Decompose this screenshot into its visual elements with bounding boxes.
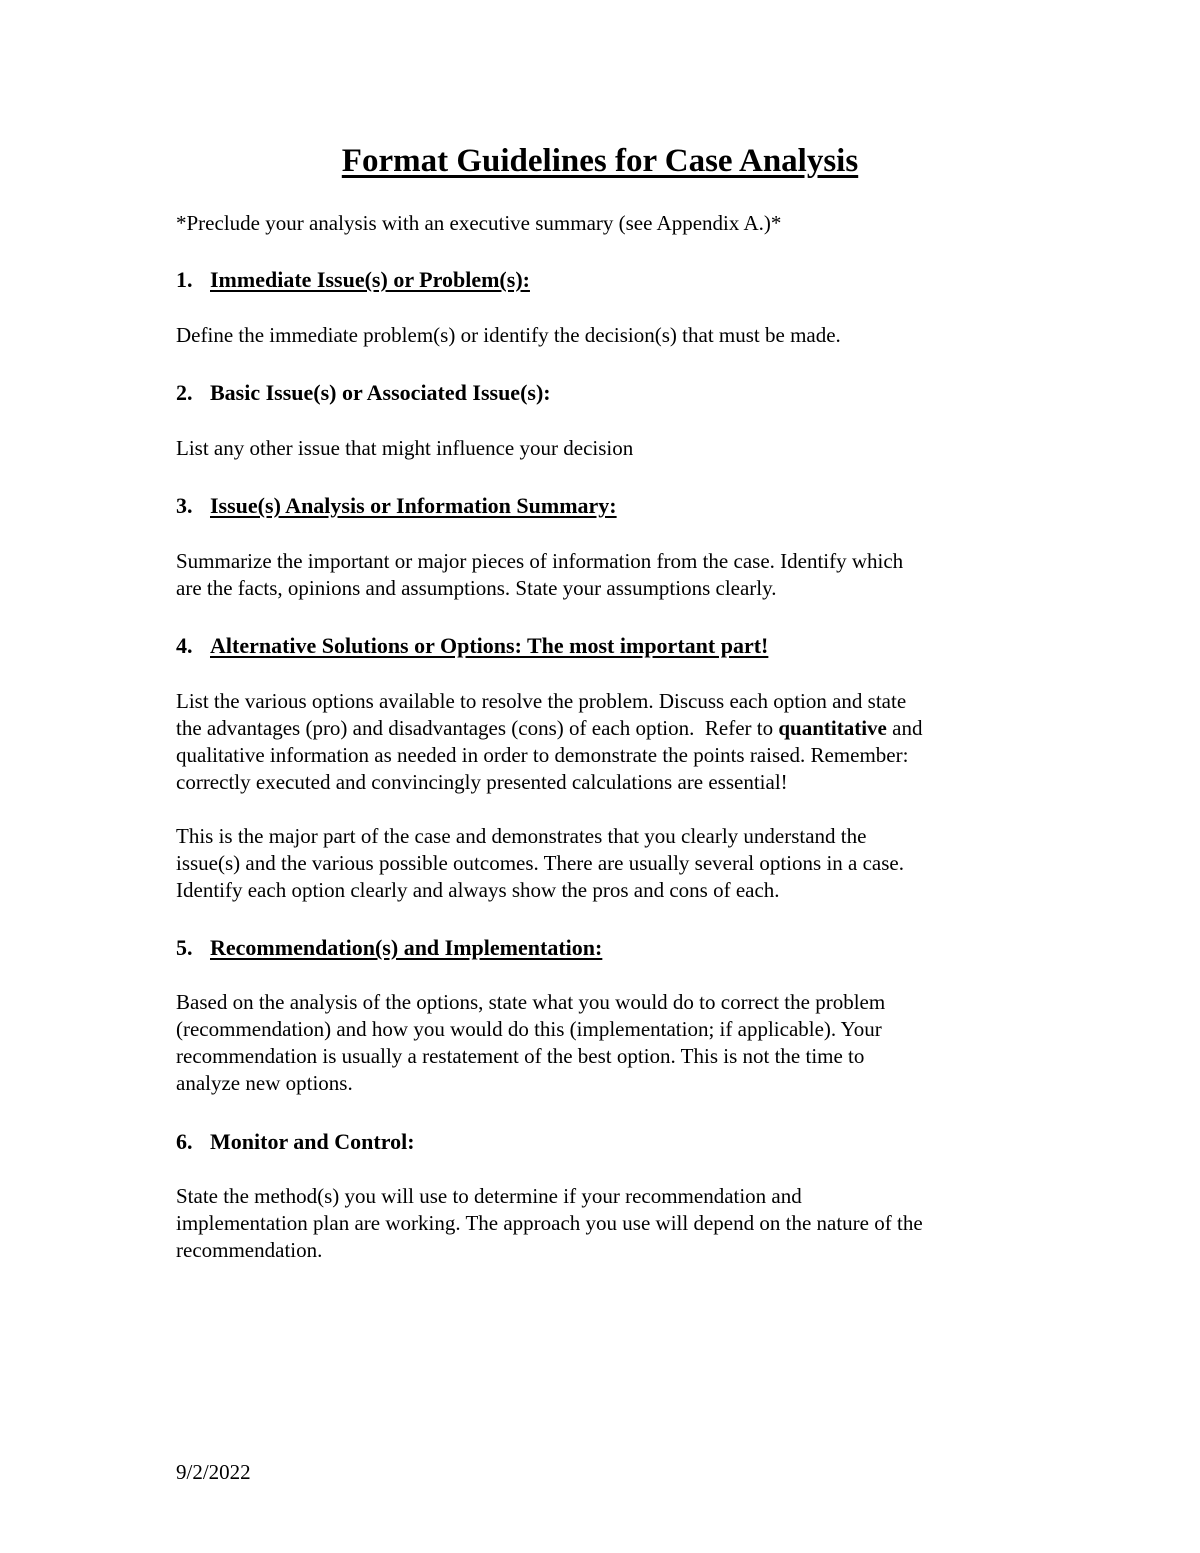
- section-4-body-2: [176, 823, 1036, 904]
- section-number: 4.: [176, 633, 193, 658]
- section-3-body: [176, 548, 1036, 602]
- footer-date: 9/2/2022: [176, 1460, 251, 1484]
- section-1-heading: [176, 265, 530, 295]
- body-line: Summarize the important or major pieces of information from the case. Identify which: [176, 549, 904, 573]
- body-text: the advantages (pro) and disadvantages (cons) of each option. Refer to: [176, 716, 779, 740]
- section-number: 6.: [176, 1129, 193, 1154]
- body-line: recommendation is usually a restatement of the best option. This is not the time to: [176, 1044, 865, 1068]
- body-line: State the method(s) you will use to determine if your recommendation and: [176, 1184, 802, 1208]
- section-number: 1.: [176, 267, 193, 292]
- section-5-body: [176, 989, 1036, 1097]
- section-1-body: [176, 322, 1036, 349]
- body-line: (recommendation) and how you would do this (implementation; if applicable). Your: [176, 1017, 882, 1041]
- body-line: correctly executed and convincingly presented calculations are essential!: [176, 770, 788, 794]
- preamble-note: *Preclude your analysis with an executive summary (see Appendix A.)*: [176, 211, 782, 235]
- body-line: Define the immediate problem(s) or identify the decision(s) that must be made.: [176, 323, 841, 347]
- section-number: 5.: [176, 935, 193, 960]
- section-title: Alternative Solutions or Options: The most important part!: [210, 633, 769, 658]
- section-title: Monitor and Control:: [210, 1129, 415, 1154]
- body-line: analyze new options.: [176, 1071, 353, 1095]
- document-title: Format Guidelines for Case Analysis: [341, 143, 859, 179]
- body-line: List the various options available to resolve the problem. Discuss each option and state: [176, 689, 907, 713]
- section-6-heading: [176, 1127, 415, 1157]
- body-line: List any other issue that might influence your decision: [176, 436, 634, 460]
- section-2-heading: [176, 378, 551, 408]
- body-text: and: [886, 716, 923, 740]
- body-line: This is the major part of the case and demonstrates that you clearly understand the: [176, 824, 867, 848]
- section-title: Recommendation(s) and Implementation:: [210, 935, 603, 960]
- section-6-body: [176, 1183, 1036, 1264]
- section-5-heading: [176, 933, 602, 963]
- section-2-body: [176, 435, 1036, 462]
- section-title: Basic Issue(s) or Associated Issue(s):: [210, 380, 551, 405]
- section-title: Issue(s) Analysis or Information Summary:: [210, 493, 617, 518]
- body-line: [176, 715, 1036, 742]
- body-line: qualitative information as needed in order to demonstrate the points raised. Remember:: [176, 743, 909, 767]
- section-4-body-1: [176, 688, 1036, 796]
- body-line: Identify each option clearly and always show the pros and cons of each.: [176, 878, 780, 902]
- section-number: 2.: [176, 380, 193, 405]
- body-line: recommendation.: [176, 1238, 323, 1262]
- body-line: Based on the analysis of the options, state what you would do to correct the problem: [176, 990, 886, 1014]
- body-line: issue(s) and the various possible outcomes. There are usually several options in a case.: [176, 851, 904, 875]
- emphasis-quantitative: quantitative: [778, 716, 887, 740]
- body-line: are the facts, opinions and assumptions. State your assumptions clearly.: [176, 576, 777, 600]
- section-number: 3.: [176, 493, 193, 518]
- body-line: implementation plan are working. The approach you use will depend on the nature of the: [176, 1211, 923, 1235]
- section-4-heading: [176, 631, 768, 661]
- section-title: Immediate Issue(s) or Problem(s):: [210, 267, 530, 292]
- section-3-heading: [176, 491, 617, 521]
